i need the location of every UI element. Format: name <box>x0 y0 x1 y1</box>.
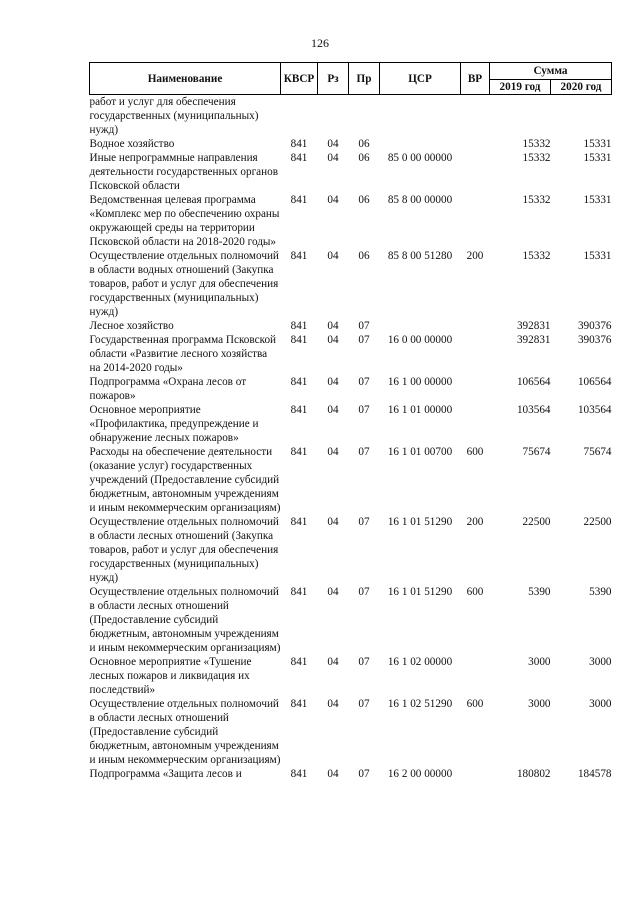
header-pr: Пр <box>349 63 380 95</box>
cell-rz: 04 <box>327 586 339 598</box>
header-vr: ВР <box>461 63 490 95</box>
budget-table <box>89 62 612 781</box>
cell-sum-2019: 392831 <box>516 334 551 346</box>
cell-kvsr: 841 <box>290 376 308 388</box>
cell-name: Иные непрограммные направления деятельности государственных органов Псковской области <box>89 152 279 192</box>
cell-rz: 04 <box>327 404 339 416</box>
cell-pr <box>349 95 380 138</box>
cell-kvsr: 841 <box>290 656 308 668</box>
cell-sum-2020: 390376 <box>577 334 612 346</box>
cell-rz: 04 <box>327 152 339 164</box>
cell-vr <box>461 767 490 781</box>
cell-csr: 16 2 00 00000 <box>387 768 453 780</box>
cell-pr: 06 <box>358 138 370 150</box>
cell-sum-2019: 3000 <box>528 656 551 668</box>
cell-sum-2020: 103564 <box>577 404 612 416</box>
header-sum: Сумма <box>490 63 612 80</box>
table-row <box>90 375 612 403</box>
page-number: 126 <box>311 36 329 50</box>
cell-sum-2019: 5390 <box>528 586 551 598</box>
cell-kvsr: 841 <box>290 334 308 346</box>
cell-sum-2020: 3000 <box>589 698 612 710</box>
cell-sum-2019: 22500 <box>522 516 551 528</box>
cell-vr: 600 <box>466 698 484 710</box>
header-csr: ЦСР <box>380 63 461 95</box>
cell-name: Основное мероприятие «Профилактика, предупреждение и обнаружение лесных пожаров» <box>89 404 259 444</box>
cell-sum-2019: 392831 <box>516 320 551 332</box>
cell-pr: 06 <box>358 194 370 206</box>
header-name: Наименование <box>90 63 281 95</box>
cell-csr: 16 1 02 00000 <box>387 656 453 668</box>
table-row <box>90 403 612 445</box>
cell-vr <box>461 137 490 151</box>
cell-csr: 16 1 01 51290 <box>387 586 453 598</box>
cell-kvsr: 841 <box>290 152 308 164</box>
header-kvsr: КВСР <box>281 63 318 95</box>
cell-sum-2019: 15332 <box>522 152 551 164</box>
cell-rz: 04 <box>327 376 339 388</box>
cell-name: Основное мероприятие «Тушение лесных пожаров и ликвидация их последствий» <box>89 656 252 696</box>
cell-vr: 200 <box>466 516 484 528</box>
cell-pr: 07 <box>358 698 370 710</box>
cell-kvsr: 841 <box>290 586 308 598</box>
cell-kvsr: 841 <box>290 768 308 780</box>
cell-csr: 16 1 01 51290 <box>387 516 453 528</box>
cell-pr: 07 <box>358 656 370 668</box>
cell-csr: 16 1 00 00000 <box>387 376 453 388</box>
cell-rz: 04 <box>327 656 339 668</box>
cell-sum-2020: 15331 <box>583 138 612 150</box>
table-row <box>90 655 612 697</box>
header-2019: 2019 год <box>490 80 551 95</box>
cell-vr: 600 <box>466 586 484 598</box>
cell-vr <box>461 319 490 333</box>
cell-csr: 16 1 01 00700 <box>387 446 453 458</box>
cell-name: Ведомственная целевая программа «Комплекс мер по обеспечению охраны окружающей среды на территории Псковской области на 2018-2020 годы» <box>89 194 280 248</box>
table-header <box>90 63 612 95</box>
cell-kvsr: 841 <box>290 404 308 416</box>
cell-sum-2020: 15331 <box>583 250 612 262</box>
cell-sum-2019: 15332 <box>522 250 551 262</box>
cell-sum-2020: 184578 <box>577 768 612 780</box>
cell-rz: 04 <box>327 320 339 332</box>
table-row <box>90 445 612 515</box>
table-row <box>90 697 612 767</box>
cell-rz: 04 <box>327 698 339 710</box>
cell-vr: 600 <box>466 446 484 458</box>
table-row <box>90 333 612 375</box>
cell-sum-2019: 103564 <box>516 404 551 416</box>
cell-kvsr: 841 <box>290 516 308 528</box>
cell-csr: 85 0 00 00000 <box>387 152 453 164</box>
cell-pr: 07 <box>358 516 370 528</box>
cell-rz: 04 <box>327 334 339 346</box>
cell-sum-2020: 15331 <box>583 152 612 164</box>
cell-sum-2020: 5390 <box>589 586 612 598</box>
cell-name: работ и услуг для обеспечения государственных (муниципальных) нужд) <box>89 96 259 136</box>
cell-name: Осуществление отдельных полномочий в области лесных отношений (Закупка товаров, работ и услуг для обеспечения государственных (муниципальных) нужд) <box>89 516 279 584</box>
table-body <box>90 95 612 782</box>
cell-pr: 06 <box>358 250 370 262</box>
table-row <box>90 95 612 138</box>
cell-csr <box>380 137 461 151</box>
cell-pr: 07 <box>358 586 370 598</box>
table-row <box>90 767 612 781</box>
cell-name: Осуществление отдельных полномочий в области лесных отношений (Предоставление субсидий бюджетным, автономным учреждениям и иным некоммерческим организациям) <box>89 586 281 654</box>
cell-vr <box>461 655 490 697</box>
cell-vr: 200 <box>466 250 484 262</box>
cell-sum-2020: 75674 <box>583 446 612 458</box>
cell-csr: 16 1 01 00000 <box>387 404 453 416</box>
cell-sum-2019: 15332 <box>522 138 551 150</box>
cell-rz: 04 <box>327 768 339 780</box>
cell-name: Лесное хозяйство <box>89 320 174 332</box>
table-row <box>90 515 612 585</box>
cell-vr <box>461 333 490 375</box>
table-row <box>90 193 612 249</box>
cell-name: Осуществление отдельных полномочий в области лесных отношений (Предоставление субсидий бюджетным, автономным учреждениям и иным некоммерческим организациям) <box>89 698 281 766</box>
header-2020: 2020 год <box>551 80 612 95</box>
cell-pr: 06 <box>358 152 370 164</box>
cell-sum-2020: 22500 <box>583 516 612 528</box>
cell-kvsr: 841 <box>290 194 308 206</box>
cell-name: Водное хозяйство <box>89 138 175 150</box>
cell-pr: 07 <box>358 404 370 416</box>
cell-rz: 04 <box>327 194 339 206</box>
header-rz: Рз <box>318 63 349 95</box>
cell-vr <box>461 151 490 193</box>
cell-rz: 04 <box>327 446 339 458</box>
cell-name: Расходы на обеспечение деятельности (оказание услуг) государственных учреждений (Предоставление субсидий бюджетным, автономным учреждениям и иным некоммерческим организациям) <box>89 446 281 514</box>
cell-rz: 04 <box>327 250 339 262</box>
table-row <box>90 585 612 655</box>
cell-pr: 07 <box>358 320 370 332</box>
cell-kvsr: 841 <box>290 320 308 332</box>
cell-kvsr: 841 <box>290 138 308 150</box>
cell-sum-2020: 15331 <box>583 194 612 206</box>
cell-kvsr: 841 <box>290 250 308 262</box>
cell-kvsr <box>281 95 318 138</box>
cell-vr <box>461 375 490 403</box>
cell-vr <box>461 193 490 249</box>
cell-pr: 07 <box>358 334 370 346</box>
cell-name: Государственная программа Псковской области «Развитие лесного хозяйства на 2014-2020 годы» <box>89 334 277 374</box>
cell-sum-2019 <box>490 95 551 138</box>
cell-sum-2019: 180802 <box>516 768 551 780</box>
cell-name: Подпрограмма «Защита лесов и <box>89 768 242 780</box>
cell-kvsr: 841 <box>290 698 308 710</box>
cell-vr <box>461 95 490 138</box>
cell-vr <box>461 403 490 445</box>
cell-rz <box>318 95 349 138</box>
cell-sum-2020 <box>551 95 612 138</box>
table-row <box>90 151 612 193</box>
cell-pr: 07 <box>358 376 370 388</box>
cell-sum-2019: 15332 <box>522 194 551 206</box>
cell-rz: 04 <box>327 138 339 150</box>
cell-pr: 07 <box>358 768 370 780</box>
cell-csr: 16 0 00 00000 <box>387 334 453 346</box>
table-row <box>90 249 612 319</box>
cell-csr: 85 8 00 00000 <box>387 194 453 206</box>
cell-sum-2020: 3000 <box>589 656 612 668</box>
cell-sum-2019: 3000 <box>528 698 551 710</box>
cell-csr <box>380 319 461 333</box>
cell-sum-2020: 390376 <box>577 320 612 332</box>
table-row <box>90 319 612 333</box>
cell-name: Подпрограмма «Охрана лесов от пожаров» <box>89 376 247 402</box>
cell-rz: 04 <box>327 516 339 528</box>
cell-sum-2019: 75674 <box>522 446 551 458</box>
cell-sum-2019: 106564 <box>516 376 551 388</box>
cell-kvsr: 841 <box>290 446 308 458</box>
cell-csr <box>380 95 461 138</box>
cell-name: Осуществление отдельных полномочий в области водных отношений (Закупка товаров, работ и услуг для обеспечения государственных (муниципальных) нужд) <box>89 250 279 318</box>
cell-csr: 85 8 00 51280 <box>387 250 453 262</box>
cell-pr: 07 <box>358 446 370 458</box>
cell-sum-2020: 106564 <box>577 376 612 388</box>
cell-csr: 16 1 02 51290 <box>387 698 453 710</box>
table-row <box>90 137 612 151</box>
